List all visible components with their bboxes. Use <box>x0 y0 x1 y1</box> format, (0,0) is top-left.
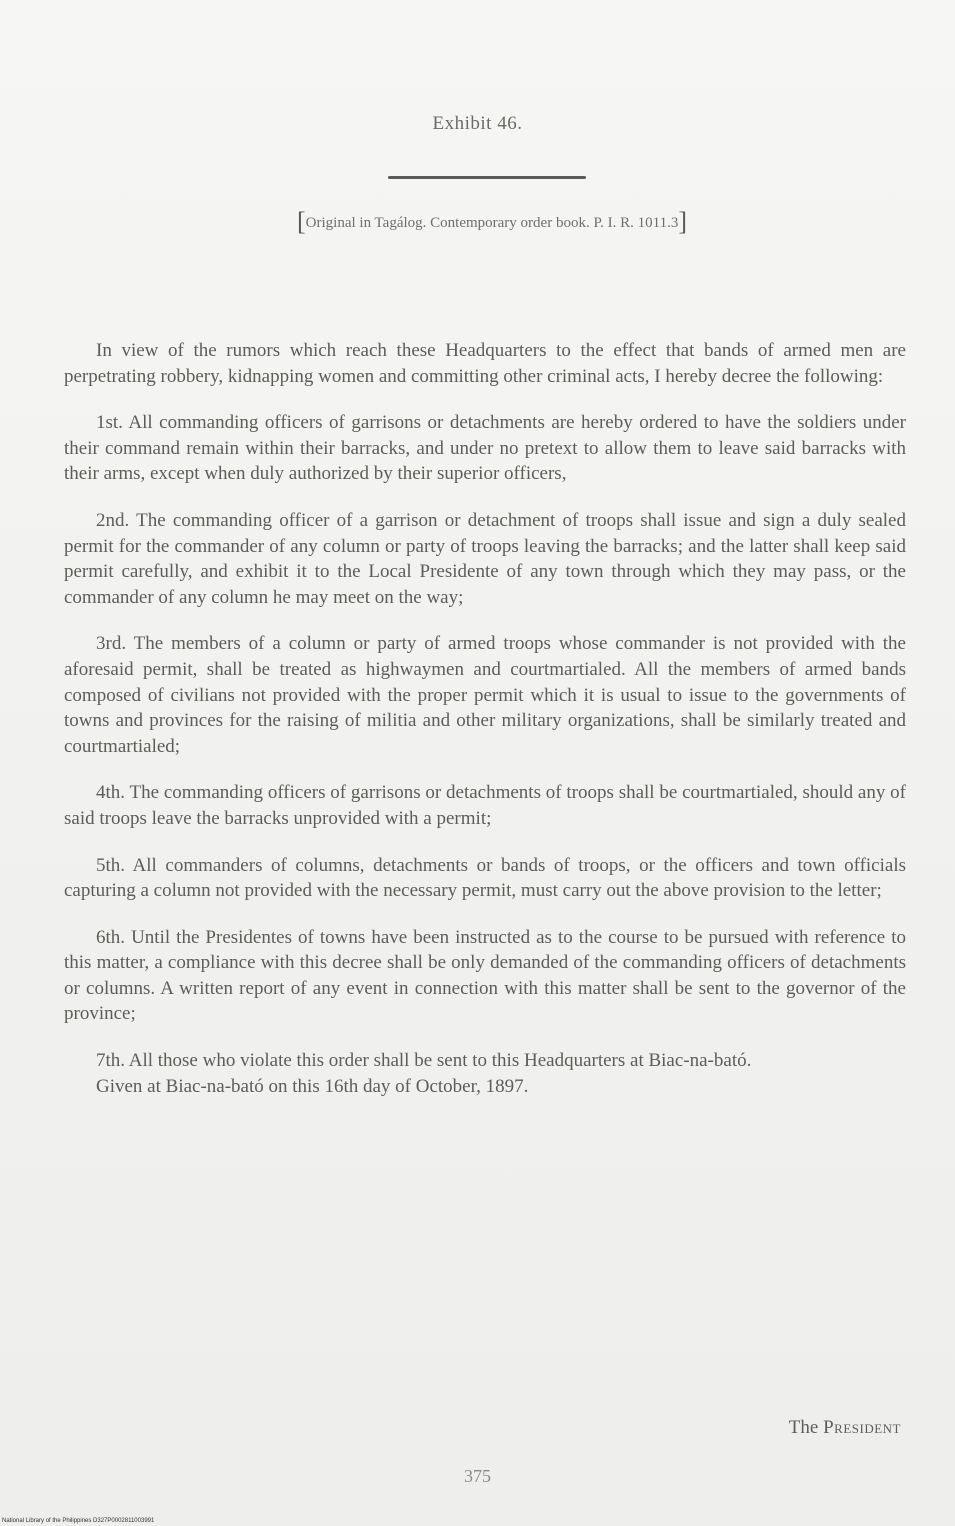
decree-article-5: 5th. All commanders of columns, detachments or bands of troops, or the officers and town officials capturing a column not provided with the necessary permit, must carry out the above provision to the letter; <box>64 854 906 902</box>
decree-article-7: 7th. All those who violate this order shall be sent to this Headquarters at Biac-na-bató. <box>96 1050 752 1072</box>
decree-article-4: 4th. The commanding officers of garrisons or detachments of troops shall be courtmartialed, should any of said troops leave the barracks unprovided with a permit; <box>64 782 906 829</box>
decree-article-3: 3rd. The members of a column or party of armed troops whose commander is not provided with the aforesaid permit, shall be treated as highwaymen and courtmartialed. All the members of armed bands composed of civilians not provided with the proper permit which it is usual to issue to the governments of towns and provinces for the raising of militia and other military organizations, shall be similarly treated and courtmartialed; <box>64 633 906 757</box>
source-note <box>172 207 812 237</box>
source-note-text: Original in Tagálog. Contemporary order book. P. I. R. 1011.3 <box>305 215 679 231</box>
signature-title: President <box>823 1417 901 1438</box>
title-rule <box>388 176 586 179</box>
given-line: Given at Biac-na-bató on this 16th day of October, 1897. <box>96 1075 529 1097</box>
decree-article-2: 2nd. The commanding officer of a garrison or detachment of troops shall issue and sign a duly sealed permit for the commander of any column or party of troops leaving the barracks; and the latter shall keep said permit carefully, and exhibit it to the Local Presidente of any town through which they may pass, or the commander of any column he may meet on the way; <box>64 509 906 608</box>
signature-prefix: The <box>788 1417 824 1438</box>
footer-credit: National Library of the Philippines D327P0002811003991 <box>2 1518 155 1524</box>
source-bracket-open: [ <box>297 207 306 236</box>
signature <box>789 1417 901 1439</box>
source-bracket-close: ] <box>678 207 687 236</box>
decree-body <box>64 338 906 1099</box>
decree-article-6: 6th. Until the Presidentes of towns have been instructed as to the course to be pursued with reference to this matter, a compliance with this decree shall be only demanded of the commanding officers of detachments or columns. A written report of any event in connection with this matter shall be sent to the governor of the province; <box>64 926 906 1025</box>
page-number: 375 <box>464 1466 491 1486</box>
exhibit-title: Exhibit 46. <box>432 113 523 134</box>
decree-preamble: In view of the rumors which reach these Headquarters to the effect that bands of armed men are perpetrating robbery, kidnapping women and committing other criminal acts, I hereby decree the following: <box>64 340 906 387</box>
decree-article-1: 1st. All commanding officers of garrisons or detachments are hereby ordered to have the soldiers under their command remain within their barracks, and under no pretext to allow them to leave said barracks with their arms, except when duly authorized by their superior officers, <box>64 412 906 485</box>
